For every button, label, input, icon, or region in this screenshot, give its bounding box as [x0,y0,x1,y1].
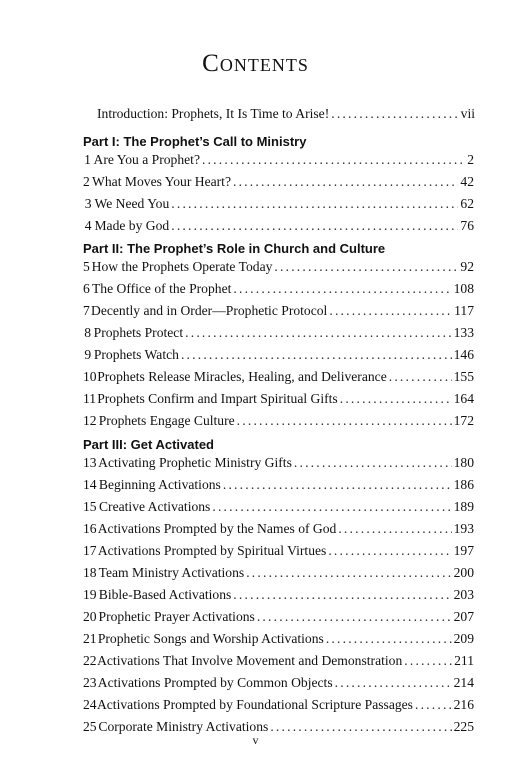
entry-title: Introduction: Prophets, It Is Time to Arise! [97,106,330,121]
toc-entry[interactable] [83,347,474,367]
entry-page: 193 [453,521,474,536]
entry-page: 189 [453,499,474,514]
entry-title: Activations Prompted by Foundational Scripture Passages [96,697,413,712]
dot-leader [185,325,451,341]
entry-page: 133 [453,325,474,340]
entry-page: 197 [453,543,474,558]
dot-leader [246,565,451,581]
entry-page: 203 [453,587,474,602]
toc-entry[interactable] [83,369,474,389]
dot-leader [257,609,452,625]
toc-intro-entry[interactable] [97,106,475,126]
toc-entry[interactable] [83,543,474,563]
part-heading: Part II: The Prophet’s Role in Church and Culture [83,241,386,256]
toc-entry[interactable] [83,413,474,433]
entry-page: 2 [467,152,474,167]
dot-leader [181,347,452,363]
entry-page: 211 [454,653,474,668]
part-heading: Part I: The Prophet’s Call to Ministry [83,134,307,149]
entry-page: 186 [453,477,474,492]
entry-page: 216 [453,697,474,712]
entry-title: Team Ministry Activations [98,565,245,580]
entry-title: Creative Activations [98,499,211,514]
toc-entry[interactable] [83,609,474,629]
dot-leader [233,174,458,190]
chapter-number: 23 [83,675,97,690]
entry-page: 117 [454,303,474,318]
entry-page: 42 [460,174,474,189]
toc-entry[interactable] [83,521,474,541]
entry-page: 200 [453,565,474,580]
chapter-number: 25 [83,719,97,734]
entry-title: Prophets Watch [93,347,179,362]
toc-entry[interactable] [83,259,474,279]
toc-entry[interactable] [83,174,474,194]
entry-title: What Moves Your Heart? [92,174,231,189]
entry-page: 92 [460,259,474,274]
entry-title: Prophets Release Miracles, Healing, and Deliverance [97,369,387,384]
entry-title: Prophets Confirm and Impart Spiritual Gifts [97,391,338,406]
dot-leader [335,675,452,691]
toc-entry[interactable] [83,631,474,651]
dot-leader [338,521,451,537]
entry-title: Prophets Protect [93,325,184,340]
chapter-number: 16 [83,521,97,536]
entry-title: Prophets Engage Culture [98,413,235,428]
toc-entry[interactable] [83,587,474,607]
dot-leader [404,653,452,669]
toc-entry[interactable] [83,303,474,323]
part-heading: Part III: Get Activated [83,437,214,452]
dot-leader [326,631,452,647]
entry-title: Activations Prompted by Common Objects [97,675,333,690]
chapter-number: 13 [83,455,97,470]
chapter-number: 2 [83,174,90,189]
chapter-number: 1 [84,152,91,167]
entry-title: Activations Prompted by the Names of God [97,521,337,536]
chapter-number: 7 [83,303,90,318]
entry-title: Prophetic Prayer Activations [98,609,255,624]
entry-title: How the Prophets Operate Today [91,259,273,274]
entry-page: 225 [453,719,474,734]
entry-title: Made by God [94,218,170,233]
chapter-number: 15 [83,499,97,514]
dot-leader [202,152,465,168]
dot-leader [340,391,452,407]
entry-page: vii [460,106,475,121]
dot-leader [212,499,451,515]
dot-leader [389,369,452,385]
dot-leader [274,259,458,275]
dot-leader [328,543,451,559]
dot-leader [331,106,458,122]
entry-page: 62 [460,196,474,211]
toc-entry[interactable] [83,477,474,497]
toc-entry[interactable] [83,675,474,695]
toc-entry[interactable] [83,196,474,216]
entry-page: 76 [460,218,474,233]
dot-leader [237,413,452,429]
chapter-number: 12 [83,413,97,428]
entry-page: 172 [453,413,474,428]
chapter-number: 10 [83,369,97,384]
entry-title: Corporate Ministry Activations [98,719,269,734]
entry-title: Activations Prompted by Spiritual Virtues [97,543,327,558]
chapter-number: 24 [83,697,97,712]
entry-title: Beginning Activations [98,477,221,492]
toc-entry[interactable] [83,499,474,519]
toc-entry[interactable] [83,152,474,172]
chapter-number: 8 [84,325,91,340]
toc-entry[interactable] [83,455,474,475]
entry-page: 146 [453,347,475,362]
dot-leader [171,218,458,234]
chapter-number: 21 [83,631,97,646]
entry-title: Bible-Based Activations [98,587,232,602]
chapter-number: 20 [83,609,97,624]
page-number: v [252,733,259,747]
entry-title: Are You a Prophet? [93,152,200,167]
entry-page: 207 [453,609,474,624]
dot-leader [233,587,451,603]
entry-page: 214 [453,675,474,690]
dot-leader [415,697,452,713]
chapter-number: 19 [83,587,97,602]
dot-leader [171,196,458,212]
chapter-number: 22 [83,653,97,668]
chapter-number: 14 [83,477,97,492]
entry-page: 180 [453,455,474,470]
entry-title: Activations That Involve Movement and Demonstration [97,653,403,668]
chapter-number: 5 [83,259,90,274]
toc-entry[interactable] [83,391,474,411]
entry-page: 108 [453,281,474,296]
entry-title: Prophetic Songs and Worship Activations [97,631,324,646]
toc-entry[interactable] [83,218,474,238]
chapter-number: 4 [84,218,92,233]
page-title: Contents [202,50,309,77]
chapter-number: 17 [83,543,97,558]
dot-leader [294,455,452,471]
toc-entry[interactable] [83,653,474,673]
chapter-number: 6 [83,281,90,296]
chapter-number: 11 [83,391,97,406]
entry-page: 209 [453,631,474,646]
entry-page: 164 [453,391,474,406]
dot-leader [233,281,451,297]
entry-page: 155 [453,369,474,384]
toc-entry[interactable] [83,281,474,301]
chapter-number: 18 [83,565,97,580]
entry-title: Activating Prophetic Ministry Gifts [98,455,292,470]
toc-entry[interactable] [83,697,474,717]
entry-title: Decently and in Order—Prophetic Protocol [91,303,328,318]
entry-title: We Need You [94,196,170,211]
chapter-number: 3 [84,196,92,211]
toc-entry[interactable] [83,325,474,345]
chapter-number: 9 [84,347,92,362]
toc-entry[interactable] [83,565,474,585]
dot-leader [223,477,452,493]
entry-title: The Office of the Prophet [91,281,232,296]
dot-leader [329,303,452,319]
